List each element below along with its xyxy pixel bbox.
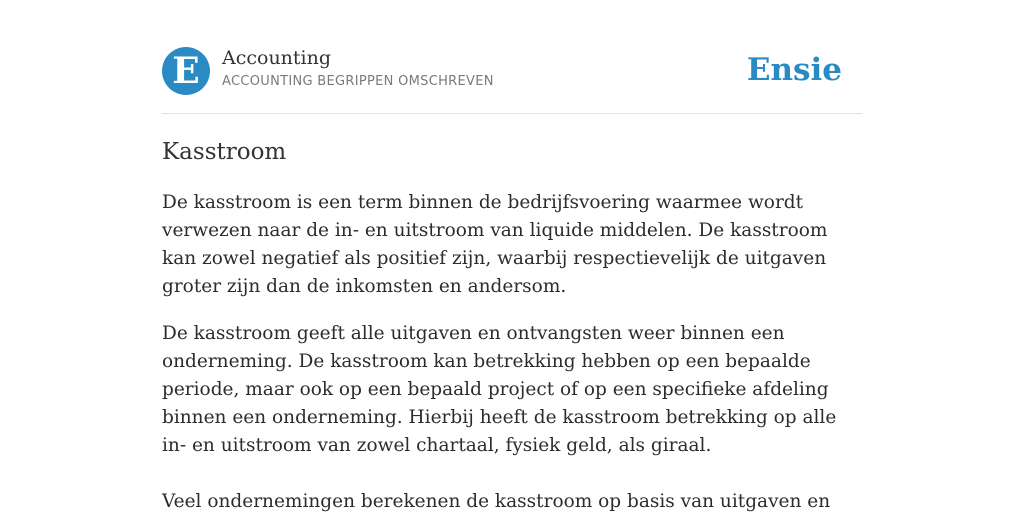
site-header bbox=[162, 46, 862, 114]
ensie-logo-icon[interactable]: E bbox=[162, 47, 210, 95]
article bbox=[162, 136, 862, 512]
ensie-brand-link[interactable]: Ensie bbox=[746, 52, 842, 88]
category-subtitle: ACCOUNTING BEGRIPPEN OMSCHREVEN bbox=[222, 74, 494, 89]
article-paragraph: Veel ondernemingen berekenen de kasstroom op basis van uitgaven en bbox=[162, 491, 831, 512]
article-paragraph: De kasstroom is een term binnen de bedrijfsvoering waarmee wordt verwezen naar de in- en uitstroom van liquide middelen. De kasstroom kan zowel negatief als positief zijn, waarbij respectievelijk de uitgaven groter zijn dan de inkomsten en andersom. bbox=[162, 192, 828, 297]
article-paragraph: De kasstroom geeft alle uitgaven en ontvangsten weer binnen een onderneming. De kasstroom kan betrekking hebben op een bepaalde periode, maar ook op een bepaald project of op een specifieke afdeling binnen een onderneming. Hierbij heeft de kasstroom betrekking op alle in- en uitstroom van zowel chartaal, fysiek geld, als giraal. bbox=[162, 323, 837, 456]
article-title: Kasstroom bbox=[162, 139, 287, 165]
category-title[interactable]: Accounting bbox=[222, 47, 332, 69]
